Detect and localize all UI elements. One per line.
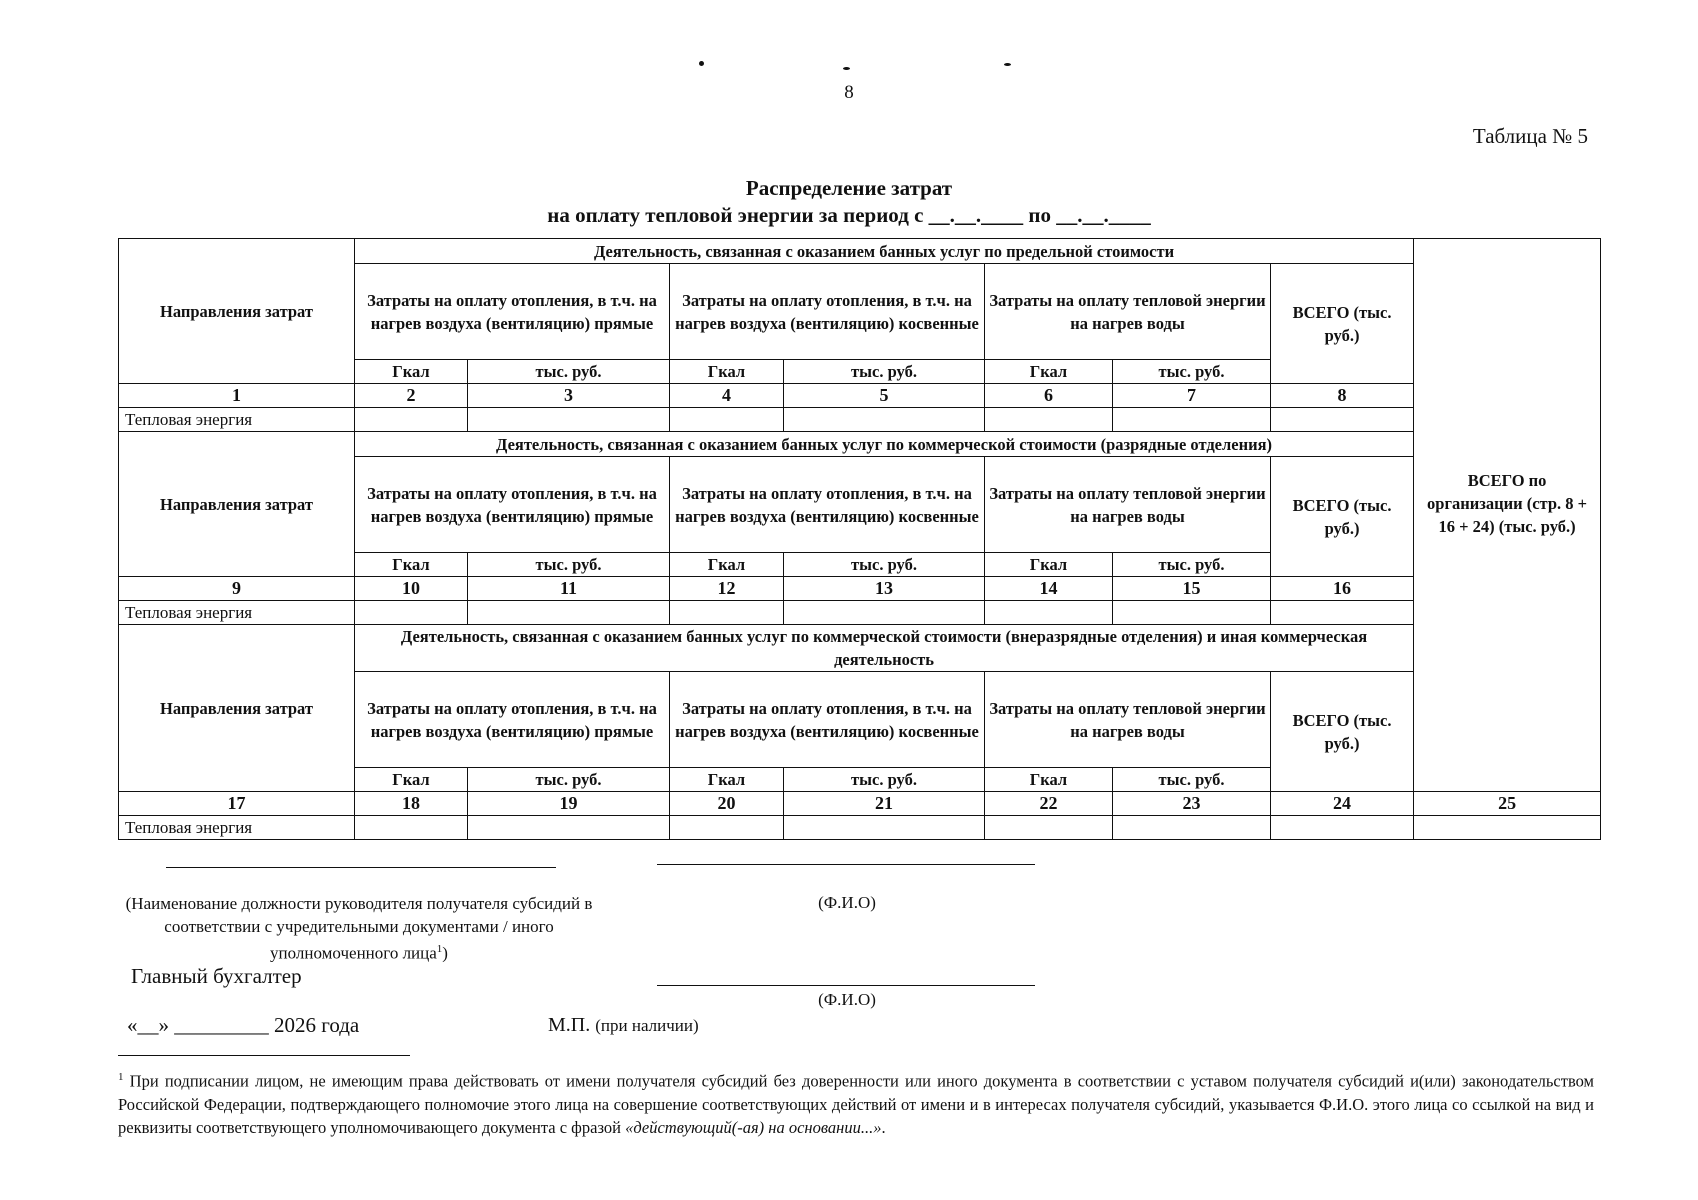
unit-gcal: Гкал bbox=[985, 768, 1113, 792]
water-heat-header: Затраты на оплату тепловой энергии на нагрев воды bbox=[985, 457, 1271, 553]
page-number: 8 bbox=[844, 82, 854, 103]
heat-direct-header: Затраты на оплату отопления, в т.ч. на нагрев воздуха (вентиляцию) прямые bbox=[355, 264, 670, 360]
column-number: 20 bbox=[670, 792, 784, 816]
data-cell[interactable] bbox=[1113, 408, 1271, 432]
fio-caption: (Ф.И.О) bbox=[818, 893, 876, 912]
data-cell[interactable] bbox=[784, 601, 985, 625]
unit-rub: тыс. руб. bbox=[1113, 360, 1271, 384]
data-cell[interactable] bbox=[468, 601, 670, 625]
heat-direct-header: Затраты на оплату отопления, в т.ч. на нагрев воздуха (вентиляцию) прямые bbox=[355, 457, 670, 553]
grand-total-spacer bbox=[1414, 768, 1601, 792]
unit-rub: тыс. руб. bbox=[784, 360, 985, 384]
section-title: Деятельность, связанная с оказанием банных услуг по коммерческой стоимости (разрядные отделения) bbox=[355, 432, 1414, 457]
unit-rub: тыс. руб. bbox=[1113, 553, 1271, 577]
data-cell[interactable] bbox=[1113, 816, 1271, 840]
column-number: 23 bbox=[1113, 792, 1271, 816]
row-label-header: Направления затрат bbox=[119, 239, 355, 384]
column-number: 16 bbox=[1271, 577, 1414, 601]
column-number: 6 bbox=[985, 384, 1113, 408]
unit-gcal: Гкал bbox=[355, 360, 468, 384]
column-number: 9 bbox=[119, 577, 355, 601]
footnote: $^1$ При подписании лицом, не имеющим права действовать от имени получателя субсидий без доверенности или иного документа в соответствии с уставом получателя субсидий и(или) законодательством Российской Федерации, подтверждающего полномочие этого лица на совершение соответствующих действий от имени и в интересах получателя субсидий, указывается Ф.И.О. этого лица со ссылкой на вид и реквизиты соответствующего уполномочивающего документа с фразой «действующий(-ая) на основании...». bbox=[118, 1071, 1594, 1137]
heat-indirect-header: Затраты на оплату отопления, в т.ч. на нагрев воздуха (вентиляцию) косвенные bbox=[670, 457, 985, 553]
scan-speck bbox=[699, 61, 704, 66]
scan-speck bbox=[843, 67, 850, 70]
heat-indirect-header: Затраты на оплату отопления, в т.ч. на нагрев воздуха (вентиляцию) косвенные bbox=[670, 264, 985, 360]
unit-gcal: Гкал bbox=[670, 553, 784, 577]
section-total-header: ВСЕГО (тыс. руб.) bbox=[1271, 264, 1414, 384]
data-cell[interactable] bbox=[784, 408, 985, 432]
unit-gcal: Гкал bbox=[985, 360, 1113, 384]
unit-gcal: Гкал bbox=[355, 553, 468, 577]
fio-caption: (Ф.И.О) bbox=[818, 990, 876, 1009]
data-cell[interactable] bbox=[985, 408, 1113, 432]
unit-gcal: Гкал bbox=[670, 360, 784, 384]
section-total-header: ВСЕГО (тыс. руб.) bbox=[1271, 672, 1414, 792]
section-title: Деятельность, связанная с оказанием банных услуг по коммерческой стоимости (внеразрядные отделения) и иная коммерческая деятельность bbox=[355, 625, 1414, 672]
unit-gcal: Гкал bbox=[670, 768, 784, 792]
data-cell[interactable] bbox=[355, 816, 468, 840]
unit-rub: тыс. руб. bbox=[784, 768, 985, 792]
column-number: 22 bbox=[985, 792, 1113, 816]
scan-speck bbox=[1004, 63, 1011, 66]
column-number: 18 bbox=[355, 792, 468, 816]
data-cell[interactable] bbox=[985, 601, 1113, 625]
heat-indirect-header: Затраты на оплату отопления, в т.ч. на нагрев воздуха (вентиляцию) косвенные bbox=[670, 672, 985, 768]
signature-line-fio bbox=[657, 864, 1035, 865]
column-number: 14 bbox=[985, 577, 1113, 601]
data-cell[interactable] bbox=[355, 408, 468, 432]
column-number: 7 bbox=[1113, 384, 1271, 408]
data-cell[interactable] bbox=[468, 816, 670, 840]
data-cell[interactable] bbox=[468, 408, 670, 432]
section-total-header: ВСЕГО (тыс. руб.) bbox=[1271, 457, 1414, 577]
row-label-header: Направления затрат bbox=[119, 625, 355, 792]
column-number: 21 bbox=[784, 792, 985, 816]
column-number: 11 bbox=[468, 577, 670, 601]
table-number: Таблица № 5 bbox=[1472, 124, 1588, 148]
data-cell[interactable] bbox=[1271, 816, 1414, 840]
unit-gcal: Гкал bbox=[985, 553, 1113, 577]
column-number: 1 bbox=[119, 384, 355, 408]
grand-total-cell[interactable] bbox=[1414, 816, 1601, 840]
row-heat-energy: Тепловая энергия bbox=[119, 601, 355, 625]
column-number: 3 bbox=[468, 384, 670, 408]
row-heat-energy: Тепловая энергия bbox=[119, 816, 355, 840]
row-heat-energy: Тепловая энергия bbox=[119, 408, 355, 432]
document-title: Распределение затрат bbox=[745, 176, 953, 200]
unit-rub: тыс. руб. bbox=[468, 553, 670, 577]
unit-rub: тыс. руб. bbox=[1113, 768, 1271, 792]
cost-distribution-table bbox=[118, 238, 1601, 840]
stamp-label: М.П. (при наличии) bbox=[548, 1014, 699, 1036]
data-cell[interactable] bbox=[670, 601, 784, 625]
column-number: 4 bbox=[670, 384, 784, 408]
column-number: 2 bbox=[355, 384, 468, 408]
unit-rub: тыс. руб. bbox=[468, 360, 670, 384]
column-number: 13 bbox=[784, 577, 985, 601]
data-cell[interactable] bbox=[1271, 408, 1414, 432]
column-number: 17 bbox=[119, 792, 355, 816]
column-number: 8 bbox=[1271, 384, 1414, 408]
column-number: 15 bbox=[1113, 577, 1271, 601]
column-number: 5 bbox=[784, 384, 985, 408]
grand-total-column-number: 25 bbox=[1414, 792, 1601, 816]
row-label-header: Направления затрат bbox=[119, 432, 355, 577]
data-cell[interactable] bbox=[670, 816, 784, 840]
position-caption: (Наименование должности руководителя получателя субсидий в соответствии с учредительными документами / иного уполномоченного лица$^1$) bbox=[125, 894, 593, 963]
data-cell[interactable] bbox=[784, 816, 985, 840]
unit-rub: тыс. руб. bbox=[784, 553, 985, 577]
date-line: «__» _________ 2026 года bbox=[127, 1013, 360, 1037]
water-heat-header: Затраты на оплату тепловой энергии на нагрев воды bbox=[985, 264, 1271, 360]
data-cell[interactable] bbox=[1271, 601, 1414, 625]
column-number: 19 bbox=[468, 792, 670, 816]
column-number: 10 bbox=[355, 577, 468, 601]
data-cell[interactable] bbox=[985, 816, 1113, 840]
data-cell[interactable] bbox=[1113, 601, 1271, 625]
unit-rub: тыс. руб. bbox=[468, 768, 670, 792]
section-title: Деятельность, связанная с оказанием банных услуг по предельной стоимости bbox=[355, 239, 1414, 264]
data-cell[interactable] bbox=[355, 601, 468, 625]
signature-line-accountant bbox=[657, 985, 1035, 986]
document-subtitle: на оплату тепловой энергии за период с __.__.____ по __.__.____ bbox=[547, 203, 1151, 227]
signature-line-position bbox=[166, 867, 556, 868]
column-number: 12 bbox=[670, 577, 784, 601]
chief-accountant-label: Главный бухгалтер bbox=[131, 964, 302, 988]
footnote-separator bbox=[118, 1055, 410, 1056]
heat-direct-header: Затраты на оплату отопления, в т.ч. на нагрев воздуха (вентиляцию) прямые bbox=[355, 672, 670, 768]
data-cell[interactable] bbox=[670, 408, 784, 432]
unit-gcal: Гкал bbox=[355, 768, 468, 792]
column-number: 24 bbox=[1271, 792, 1414, 816]
grand-total-header: ВСЕГО по организации (стр. 8 + 16 + 24) (тыс. руб.) bbox=[1414, 239, 1601, 768]
water-heat-header: Затраты на оплату тепловой энергии на нагрев воды bbox=[985, 672, 1271, 768]
